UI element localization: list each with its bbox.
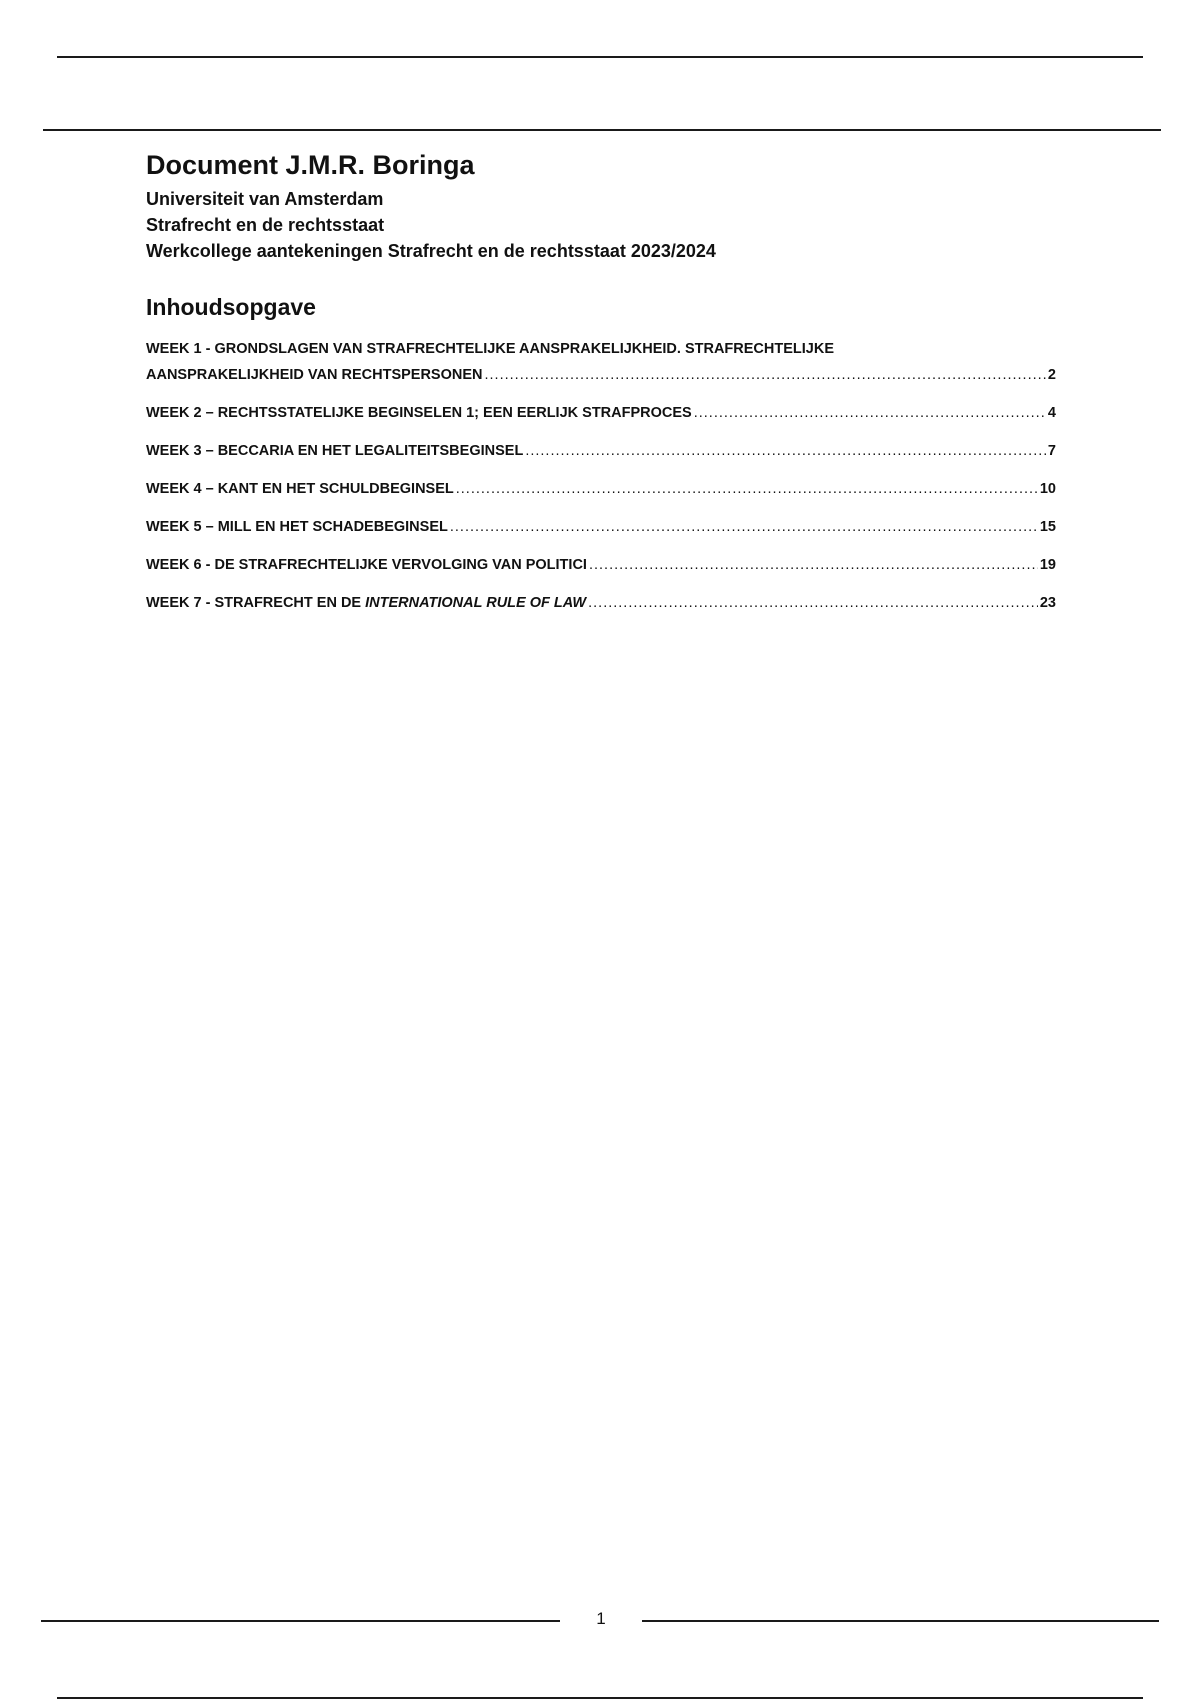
toc-entry-week-7[interactable] <box>146 590 1056 616</box>
document-body <box>146 148 1056 628</box>
toc-dot-leader <box>589 552 1038 578</box>
toc-entry-week-5[interactable] <box>146 514 1056 540</box>
toc-entry-week-4[interactable] <box>146 476 1056 502</box>
university-line: Universiteit van Amsterdam <box>146 189 384 209</box>
toc-entry-label-italic: INTERNATIONAL RULE OF LAW <box>365 595 587 611</box>
toc-dot-leader <box>456 476 1038 502</box>
toc-entry-label: WEEK 6 - DE STRAFRECHTELIJKE VERVOLGING VAN POLITICI <box>146 557 587 573</box>
course-line: Strafrecht en de rechtsstaat <box>146 215 385 235</box>
toc-entry-label: WEEK 4 – KANT EN HET SCHULDBEGINSEL <box>146 481 454 497</box>
toc-dot-leader <box>450 514 1038 540</box>
toc-entry-label <box>146 590 586 616</box>
toc-entry-label: WEEK 5 – MILL EN HET SCHADEBEGINSEL <box>146 519 448 535</box>
toc-entry-week-2[interactable] <box>146 400 1056 426</box>
document-title: Document J.M.R. Boringa <box>146 150 475 180</box>
toc-page-number: 2 <box>1047 367 1056 383</box>
footer-rule-left <box>41 1620 560 1622</box>
header-rule-top <box>57 56 1143 58</box>
toc-entry-label: AANSPRAKELIJKHEID VAN RECHTSPERSONEN <box>146 367 483 383</box>
toc-heading: Inhoudsopgave <box>146 294 316 320</box>
toc-dot-leader <box>525 438 1046 464</box>
table-of-contents <box>146 336 1056 616</box>
toc-page-number: 23 <box>1039 595 1056 611</box>
toc-page-number: 4 <box>1047 405 1056 421</box>
toc-dot-leader <box>588 590 1038 616</box>
page-number: 1 <box>596 1609 606 1628</box>
footer-rule-right <box>642 1620 1159 1622</box>
toc-dot-leader <box>694 400 1046 426</box>
description-line: Werkcollege aantekeningen Strafrecht en de rechtsstaat 2023/2024 <box>146 241 716 261</box>
toc-entry-week-6[interactable] <box>146 552 1056 578</box>
page-bottom-rule <box>57 1697 1143 1699</box>
toc-page-number: 10 <box>1039 481 1056 497</box>
toc-page-number: 19 <box>1039 557 1056 573</box>
toc-entry-label-text: WEEK 7 - STRAFRECHT EN DE <box>146 595 366 611</box>
header-rule-bottom <box>43 129 1161 131</box>
toc-dot-leader <box>485 362 1046 388</box>
toc-entry-week-1[interactable] <box>146 336 1056 388</box>
toc-entry-label-line1: WEEK 1 - GRONDSLAGEN VAN STRAFRECHTELIJKE AANSPRAKELIJKHEID. STRAFRECHTELIJKE <box>146 341 834 357</box>
toc-page-number: 7 <box>1047 443 1056 459</box>
toc-entry-label: WEEK 2 – RECHTSSTATELIJKE BEGINSELEN 1; EEN EERLIJK STRAFPROCES <box>146 405 692 421</box>
toc-entry-label: WEEK 3 – BECCARIA EN HET LEGALITEITSBEGINSEL <box>146 443 524 459</box>
toc-entry-week-3[interactable] <box>146 438 1056 464</box>
toc-page-number: 15 <box>1039 519 1056 535</box>
